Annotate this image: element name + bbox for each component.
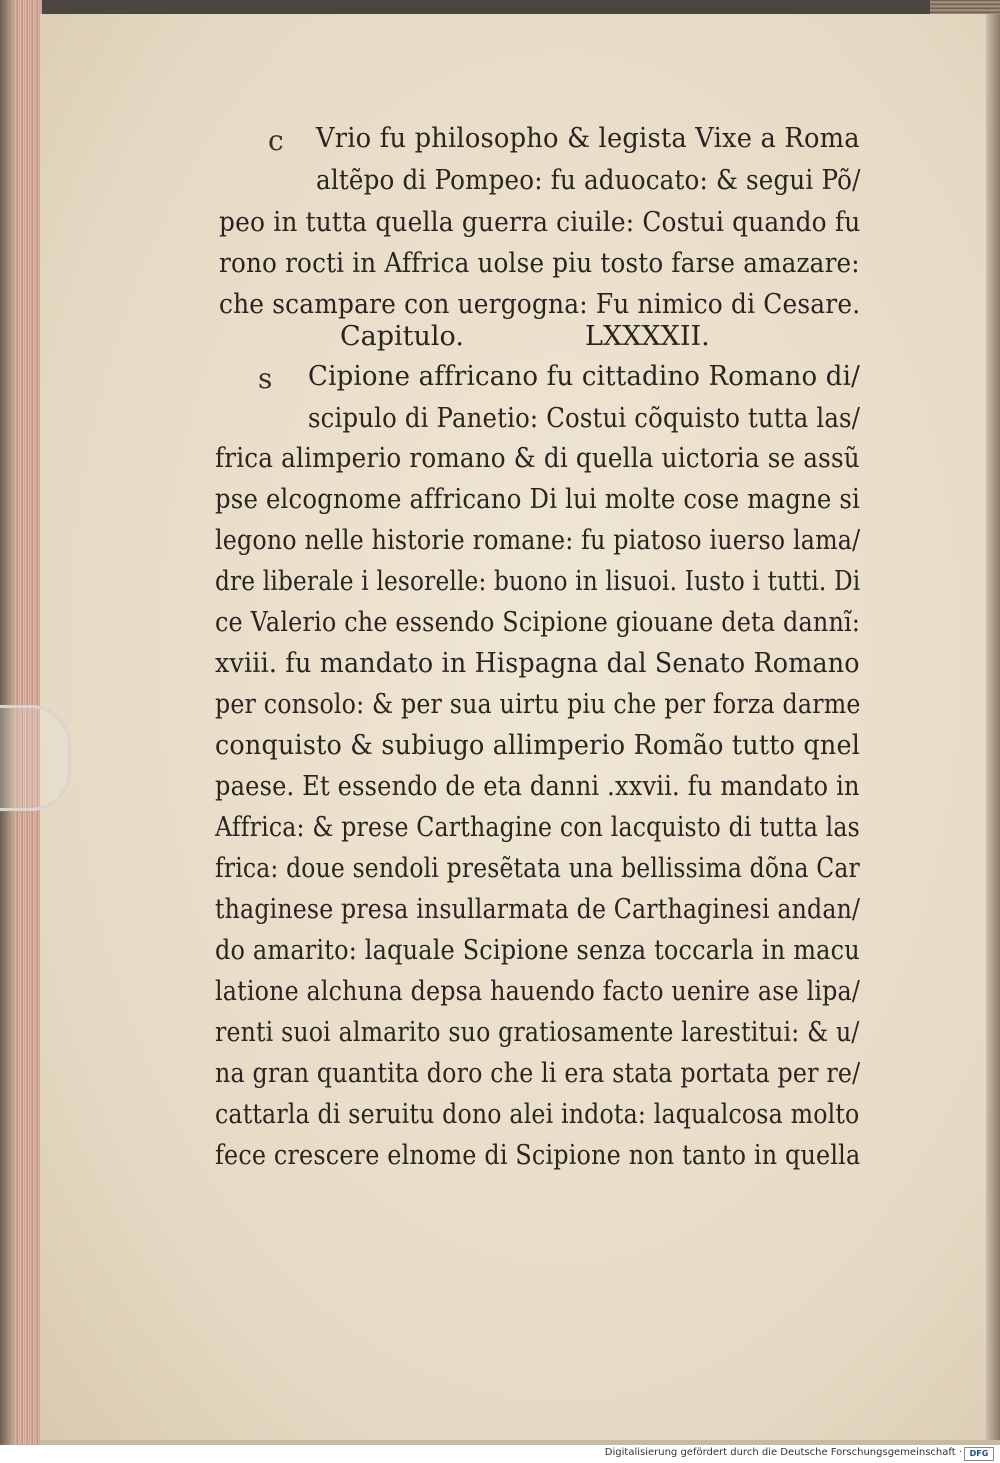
text-line: per consolo: & per sua uirtu piu che per forza darme (215, 689, 861, 720)
text-line: pse elcognome affricano Di lui molte cose magne si (215, 484, 861, 515)
text-line: Vrio fu philosopho & legista Vixe a Roma (316, 123, 860, 154)
text-line: thaginese presa insullarmata de Carthaginesi andan/ (215, 894, 861, 925)
chapter-number: LXXXXII. (585, 321, 710, 352)
chapter-label: Capitulo. (340, 321, 464, 352)
guide-letter-s: s (258, 362, 273, 395)
footer-credit: Digitalisierung gefördert durch die Deutsche Forschungsgemeinschaft · (604, 1447, 962, 1458)
text-line: fece crescere elnome di Scipione non tanto in quella (215, 1140, 861, 1171)
text-line: ce Valerio che essendo Scipione giouane deta dannĩ: (215, 607, 861, 638)
text-line: conquisto & subiugo allimperio Romão tutto qnel (215, 730, 861, 761)
text-line: latione alchuna depsa hauendo facto uenire ase lipa/ (215, 976, 861, 1007)
text-line: peo in tutta quella guerra ciuile: Costui quando fu (219, 207, 861, 238)
text-line: Affrica: & prese Carthagine con lacquisto di tutta las (215, 812, 860, 843)
text-line: xviii. fu mandato in Hispagna dal Senato Romano (215, 648, 860, 679)
text-line: rono rocti in Affrica uolse piu tosto farse amazare: (219, 248, 860, 279)
text-line: frica: doue sendoli presẽtata una bellissima dõna Car (215, 853, 860, 884)
dfg-logo: DFG (964, 1447, 994, 1461)
text-line: Cipione affricano fu cittadino Romano di/ (308, 361, 861, 392)
text-line: paese. Et essendo de eta danni .xxvii. fu mandato in (215, 771, 860, 802)
text-line: dre liberale i lesorelle: buono in lisuoi. Iusto i tutti. Di (215, 566, 861, 597)
text-line: che scampare con uergogna: Fu nimico di Cesare. (219, 289, 861, 320)
text-line: frica alimperio romano & di quella uictoria se assũ (215, 443, 860, 474)
text-line: scipulo di Panetio: Costui cõquisto tutta las/ (308, 403, 861, 434)
text-line: altẽpo di Pompeo: fu aduocato: & segui Põ/ (316, 165, 861, 196)
text-line: na gran quantita doro che li era stata portata per re/ (215, 1058, 861, 1089)
guide-letter-c: c (268, 124, 284, 157)
text-line: renti suoi almarito suo gratiosamente larestitui: & u/ (215, 1017, 860, 1048)
text-line: do amarito: laquale Scipione senza toccarla in macu (215, 935, 860, 966)
text-line: legono nelle historie romane: fu piatoso iuerso lama/ (215, 525, 861, 556)
text-line: cattarla di seruitu dono alei indota: laqualcosa molto (215, 1099, 860, 1130)
